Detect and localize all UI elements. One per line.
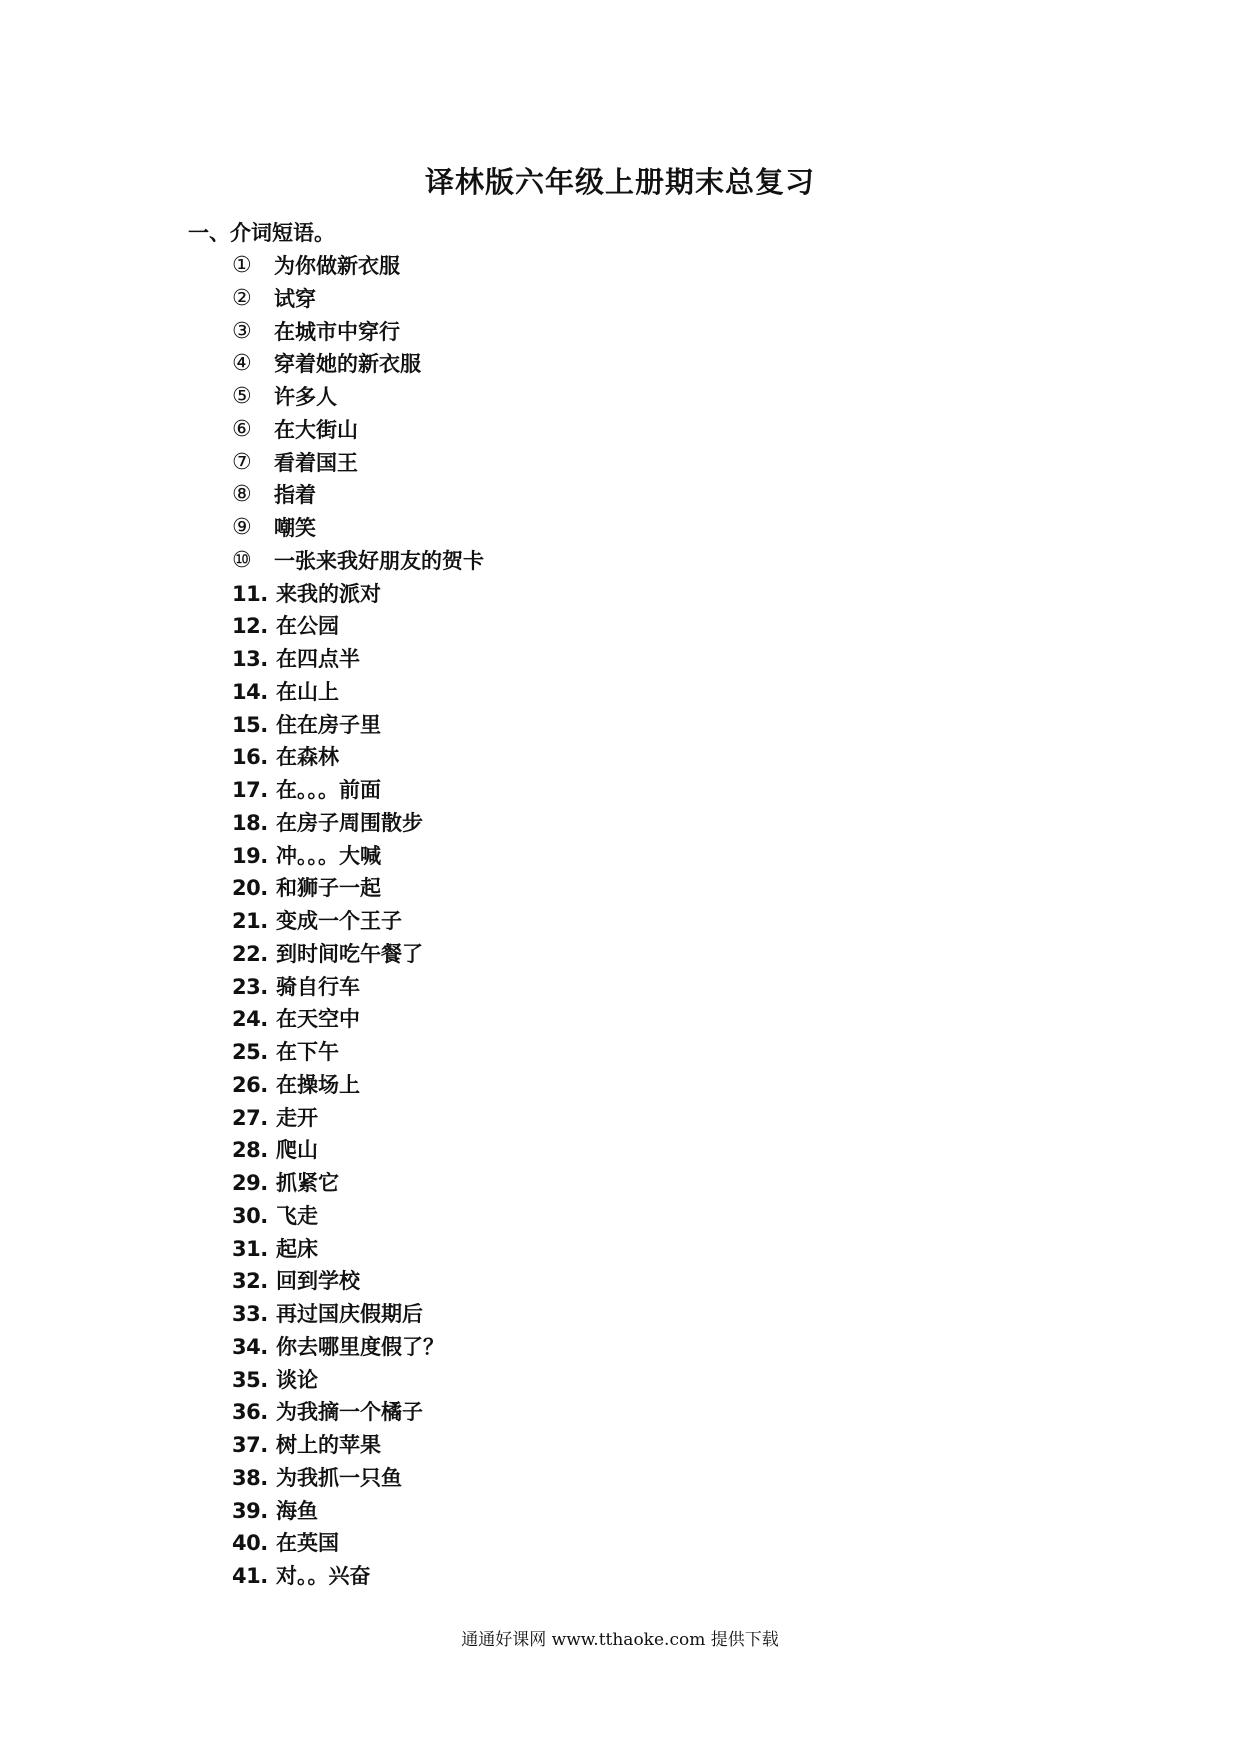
list-item xyxy=(232,709,484,742)
list-item xyxy=(232,676,484,709)
item-text: 到时间吃午餐了 xyxy=(276,940,423,966)
list-item xyxy=(232,1036,484,1069)
item-number: ⑨ xyxy=(232,515,252,540)
item-number: ⑤ xyxy=(232,384,252,409)
list-item xyxy=(232,381,484,414)
item-text: 在公园 xyxy=(276,613,339,639)
list-item xyxy=(232,905,484,938)
list-item xyxy=(232,1527,484,1560)
item-number: 24. xyxy=(232,1007,268,1032)
item-number: ④ xyxy=(232,351,252,377)
item-text: 在四点半 xyxy=(276,646,360,671)
item-text: 嘲笑 xyxy=(274,515,316,540)
item-text: 为我抓一只鱼 xyxy=(276,1464,402,1490)
list-item xyxy=(232,741,484,774)
item-number: 20. xyxy=(232,876,268,901)
item-text: 抓紧它 xyxy=(276,1170,339,1195)
list-item xyxy=(232,578,484,611)
list-item xyxy=(232,1134,484,1167)
item-text: 在操场上 xyxy=(276,1071,360,1097)
item-text: 谈论 xyxy=(276,1366,318,1392)
item-text: 住在房子里 xyxy=(276,711,381,737)
list-item xyxy=(232,1364,484,1397)
item-number: 23. xyxy=(232,974,268,999)
item-number: 25. xyxy=(232,1040,268,1064)
list-item xyxy=(232,1003,484,1036)
item-text: 对。。兴奋 xyxy=(276,1563,371,1588)
item-number: 16. xyxy=(232,745,268,770)
item-text: 海鱼 xyxy=(276,1497,318,1523)
item-number: 34. xyxy=(232,1334,268,1359)
item-number: 33. xyxy=(232,1302,268,1326)
item-number: 36. xyxy=(232,1400,268,1425)
item-number: 29. xyxy=(232,1171,268,1195)
item-number: 18. xyxy=(232,810,268,835)
item-number: 32. xyxy=(232,1269,268,1294)
item-text: 在山上 xyxy=(276,678,339,704)
item-number: 39. xyxy=(232,1498,268,1523)
item-number: ⑥ xyxy=(232,416,252,442)
footer-credit: 通通好课网 www.tthaoke.com 提供下载 xyxy=(461,1630,779,1650)
item-text: 走开 xyxy=(276,1104,318,1130)
list-item xyxy=(232,479,484,512)
item-number: 26. xyxy=(232,1072,268,1097)
item-text: 骑自行车 xyxy=(276,973,360,999)
item-number: 22. xyxy=(232,941,268,966)
list-item xyxy=(232,1233,484,1266)
item-text: 一张来我好朋友的贺卡 xyxy=(274,547,484,573)
list-item xyxy=(232,1102,484,1135)
list-item xyxy=(232,1429,484,1462)
item-text: 变成一个王子 xyxy=(276,908,402,933)
item-number: 21. xyxy=(232,909,268,933)
item-text: 在房子周围散步 xyxy=(276,809,423,835)
list-item xyxy=(232,348,484,381)
list-item xyxy=(232,643,484,676)
item-number: 13. xyxy=(232,647,268,671)
item-text: 在大街山 xyxy=(274,416,358,442)
item-text: 来我的派对 xyxy=(276,580,381,606)
list-item xyxy=(232,840,484,873)
item-text: 再过国庆假期后 xyxy=(276,1301,423,1326)
list-item xyxy=(232,1265,484,1298)
list-item xyxy=(232,1167,484,1200)
item-text: 树上的苹果 xyxy=(276,1432,381,1457)
list-item xyxy=(232,1200,484,1233)
item-text: 指着 xyxy=(274,482,316,508)
item-number: 12. xyxy=(232,614,268,639)
list-item xyxy=(232,1462,484,1495)
item-text: 穿着她的新衣服 xyxy=(274,351,421,377)
list-item xyxy=(232,545,484,578)
list-item xyxy=(232,1069,484,1102)
item-text: 为你做新衣服 xyxy=(274,253,400,278)
item-number: 27. xyxy=(232,1105,268,1130)
item-text: 冲。。。大喊 xyxy=(276,842,381,868)
item-number: 11. xyxy=(232,581,268,606)
item-number: 37. xyxy=(232,1433,268,1457)
item-text: 在英国 xyxy=(276,1530,339,1556)
item-number: 40. xyxy=(232,1531,268,1556)
item-number: ⑧ xyxy=(232,482,252,508)
item-number: ③ xyxy=(232,318,252,344)
item-text: 在天空中 xyxy=(276,1006,360,1032)
list-item xyxy=(232,283,484,316)
item-number: 17. xyxy=(232,778,268,802)
item-text: 许多人 xyxy=(274,384,337,409)
item-text: 为我摘一个橘子 xyxy=(276,1399,423,1425)
item-number: ② xyxy=(232,285,252,311)
item-number: 38. xyxy=(232,1465,268,1490)
item-text: 在森林 xyxy=(276,744,339,770)
item-text: 和狮子一起 xyxy=(276,875,381,901)
section-heading: 一、介词短语。 xyxy=(188,220,335,245)
item-text: 你去哪里度假了？ xyxy=(276,1333,444,1359)
item-text: 在下午 xyxy=(276,1039,339,1064)
item-number: 31. xyxy=(232,1236,268,1261)
list-item xyxy=(232,1495,484,1528)
list-item xyxy=(232,971,484,1004)
item-number: 30. xyxy=(232,1203,268,1228)
item-number: ① xyxy=(232,253,252,278)
list-item xyxy=(232,938,484,971)
item-number: 28. xyxy=(232,1138,268,1163)
list-item xyxy=(232,1331,484,1364)
list-item xyxy=(232,250,484,283)
list-item xyxy=(232,316,484,349)
list-item xyxy=(232,610,484,643)
item-text: 爬山 xyxy=(276,1137,318,1163)
list-item xyxy=(232,774,484,807)
item-text: 飞走 xyxy=(276,1202,318,1228)
list-item xyxy=(232,414,484,447)
phrase-list xyxy=(232,250,484,1593)
list-item xyxy=(232,1298,484,1331)
page-title: 译林版六年级上册期末总复习 xyxy=(424,165,815,199)
list-item xyxy=(232,1560,484,1593)
list-item xyxy=(232,1396,484,1429)
list-item xyxy=(232,512,484,545)
item-text: 在城市中穿行 xyxy=(274,318,400,344)
item-number: ⑩ xyxy=(232,547,252,573)
item-number: ⑦ xyxy=(232,449,252,475)
item-text: 在。。。前面 xyxy=(276,777,381,802)
item-text: 试穿 xyxy=(274,285,316,311)
item-text: 起床 xyxy=(276,1235,318,1261)
list-item xyxy=(232,807,484,840)
list-item xyxy=(232,872,484,905)
item-number: 15. xyxy=(232,712,268,737)
item-text: 看着国王 xyxy=(274,449,358,475)
item-number: 19. xyxy=(232,843,268,868)
item-number: 41. xyxy=(232,1564,268,1588)
item-number: 35. xyxy=(232,1367,268,1392)
item-text: 回到学校 xyxy=(276,1268,360,1294)
item-number: 14. xyxy=(232,679,268,704)
list-item xyxy=(232,447,484,480)
